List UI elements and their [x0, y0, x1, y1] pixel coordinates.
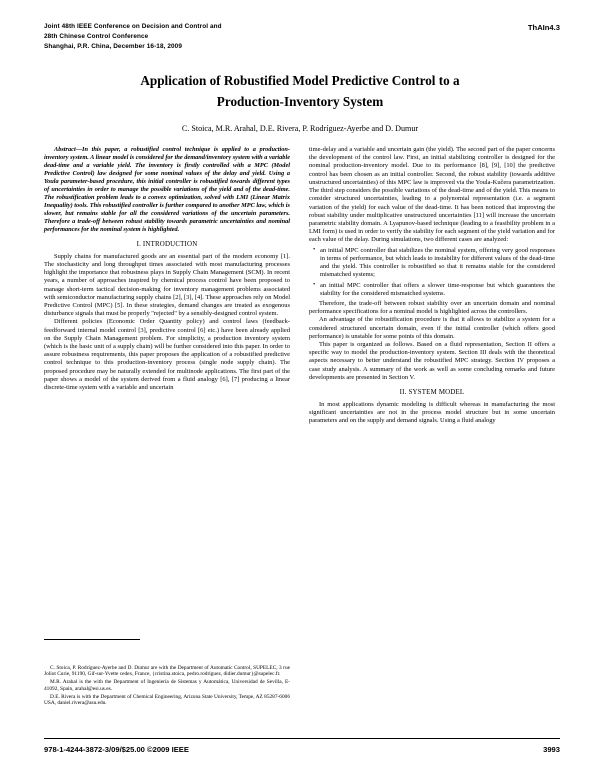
footnote-line-2: M.R. Arahal is the with the Department of Ingeniería de Sistemas y Automática, Universidad de Sevilla, E-41092, Spain, arahal@esi.us.es. — [44, 679, 290, 692]
author-list: C. Stoica, M.R. Arahal, D.E. Rivera, P. Rodríguez-Ayerbe and D. Dumur — [181, 124, 419, 133]
conference-line-3: Shanghai, P.R. China, December 16-18, 2009 — [44, 42, 182, 50]
title-line-1: Application of Robustified Model Predictive Control to a — [140, 73, 460, 88]
conference-line-1: Joint 48th IEEE Conference on Decision and Control and — [44, 23, 222, 30]
conference-line-2: 28th Chinese Control Conference — [44, 32, 149, 40]
abstract-paragraph — [44, 146, 290, 234]
right-paragraph-1: time-delay and a variable and uncertain gain (the yield). The second part of the paper concerns the development of the control law. First, an initial stabilizing controller is designed for the nominal production-inventory model. Due to its performance [8], [9], [10] the predictive control has been chosen as an initial controller. Second, the robust stability (towards additive unstructured uncertainties) of this MPC law is improved via the Youla-Kučera parametrization. The third step considers the possible variations of the dead-time and of the yield. This means to consider structured uncertainties, leading to a polynomial representation (i.e. a segment variation of the yield) for each value of the dead-time. It has been noticed that improving the robust stability under multiplicative unstructured uncertainties [11] will increase the uncertain parametric stability domain. A Lyapunov-based technique (leading to a feasibility problem in a LMI form) is used in order to verify the stability for each segment of the yield variation and for each value of the delay. During simulations, two different cases are analyzed: — [309, 146, 555, 244]
list-item: • an initial MPC controller that stabilizes the nominal system, offering very good responses in terms of performance, but which leads to instability for different values of the dead-time and the yield. This controller is robustified so that it remains stable for the considered mismatched systems; — [320, 247, 555, 280]
right-column — [309, 146, 555, 726]
abstract-text: In this paper, a robustified control technique is applied to a production-inventory system. A linear model is considered for the demand/inventory system with a variable dead-time and a variable yield. The inventory is firstly controlled with a MPC (Model Predictive Control) law designed for some nominal values of the delay and yield. Using a Youla parameter-based procedure, this initial controller is robustified towards different types of uncertainties in order to manage the possible variations of the yield and of the dead-time. The robustification problem leads to a convex optimization, solved with LMI (Linear Matrix Inequality) tools. This robustified controller is further compared to another MPC law, which is slower, but remains stable for all the considered variations of the uncertain parameters. Therefore a trade-off between robust stability towards parametric uncertainties and nominal performances for the nominal system is highlighted. — [44, 146, 290, 233]
right-paragraph-4: This paper is organized as follows. Based on a fluid representation, Section II offers a specific way to model the production-inventory system. Section III deals with the theoretical aspects necessary to better understand the robustified MPC strategy. Section IV proposes a case study analysis. A summary of the work as well as some concluding remarks and future developments are presented in Section V. — [309, 341, 555, 381]
left-column — [44, 146, 290, 726]
right-paragraph-5: In most applications dynamic modeling is difficult whereas in manufacturing the most significant uncertainties are not in the process model structure but in some uncertain parameters and on the supply and demand signals. Using a fluid analogy — [309, 400, 555, 425]
footnote-line-3: D.E. Rivera is with the Department of Chemical Engineering, Arizona State University, Tempe, AZ 85287-6006 USA, daniel.rivera@asu.edu. — [44, 693, 290, 707]
right-paragraph-2: Therefore, the trade-off between robust stability over an uncertain domain and nominal performance specifications for a nominal model is highlighted across the controllers. — [309, 299, 555, 316]
list-item: • an initial MPC controller that offers a slower time-response but which guarantees the stability for the considered mismatched systems. — [320, 282, 555, 298]
paper-session-code: ThAIn4.3 — [527, 23, 560, 32]
bullet-list — [309, 247, 555, 298]
footnote-line-1: C. Stoica, P. Rodríguez-Ayerbe and D. Dumur are with the Department of Automatic Control, SUPELEC, 3 rue Joliot Curie, 91190, Gif-sur-Yvette cedex, France, {cristina.stoica, pedro.rodriguez, didier.dumur}@supelec.fr. — [44, 665, 290, 678]
left-paragraph-1: Supply chains for manufactured goods are an essential part of the modern economy [1]. The stochasticity and long throughput times associated with most manufacturing processes highlight the importance that robustness plays in Supply Chain Management (SCM). In recent years, a number of approaches inspired by chemical process control have been proposed to manage short-term tactical decision-making for inventory management problems associated with semiconductor manufacturing supply chains [2], [3], [4]. These approaches rely on Model Predictive Control (MPC) [5]. In these strategies, demand changes are treated as exogenous disturbance signals that must be properly "rejected" by a sensibly-designed control system. — [44, 252, 290, 318]
right-paragraph-3: An advantage of the robustification procedure is that it allows to stabilize a system for a considered structured uncertain domain, even if the initial controller (which offers good performance) is unstable for some points of this domain. — [309, 316, 555, 340]
page-title — [62, 70, 538, 112]
page-number: 3993 — [543, 745, 560, 754]
footnote-divider — [44, 639, 140, 640]
page-header — [44, 22, 560, 52]
footnote-block — [44, 665, 290, 708]
isbn-text: 978-1-4244-3872-3/09/$25.00 ©2009 IEEE — [44, 745, 189, 754]
body-columns — [44, 146, 556, 726]
title-line-2: Production-Inventory System — [216, 94, 384, 110]
left-paragraph-2: Different policies (Economic Order Quantity policy) and control laws (feedback-feedforward internal model control [3], predictive control [6] etc.) have been already applied on the Supply Chain Management problem. For simplicity, a production inventory system (which is the basic unit of a supply chain) will be further considered into this paper. In order to assure robustness requirements, this paper proposes the application of a robustified predictive control technique to this production-inventory process (single node supply chain). The proposed procedure may be naturally extended for multinode applications. The first part of the paper shows a model of the system derived from a fluid analogy [6], [7] producing a linear discrete-time system with a variable and uncertain — [44, 318, 290, 392]
page-footer — [44, 745, 560, 754]
conference-info — [44, 22, 222, 52]
section-heading-system-model: II. SYSTEM MODEL — [399, 389, 465, 397]
abstract-lead: Abstract— — [54, 146, 82, 153]
section-heading-introduction: I. INTRODUCTION — [136, 240, 198, 248]
footer-divider — [44, 738, 560, 739]
